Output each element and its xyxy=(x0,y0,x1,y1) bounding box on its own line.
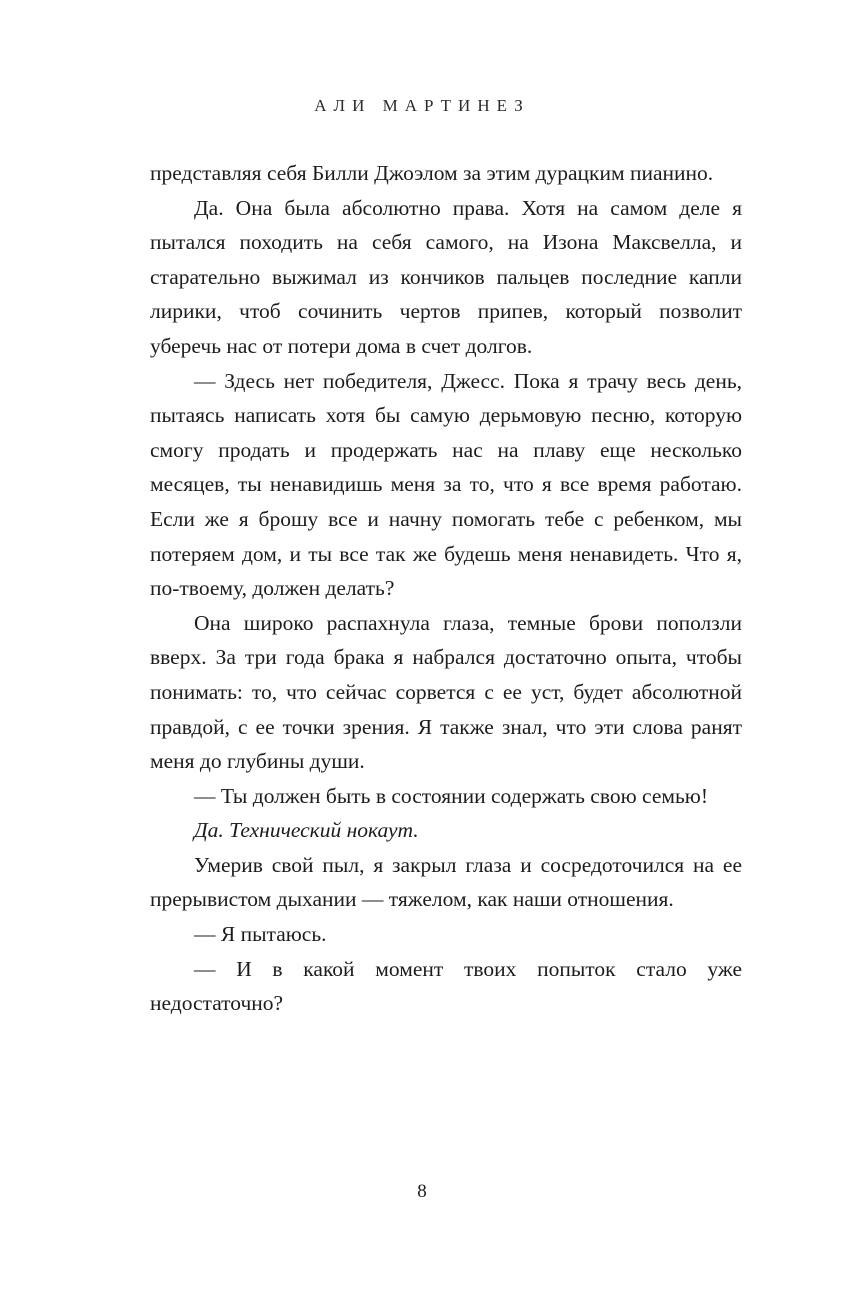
paragraph-dialogue: — И в какой момент твоих попыток стало уже недостаточно? xyxy=(150,956,742,1016)
paragraph: Она широко распахнула глаза, темные брови поползли вверх. За три года брака я набрался достаточно опыта, чтобы понимать: то, что сейчас сорвется с ее уст, будет абсолютной правдой, с ее точки зрения. Я также знал, что эти слова ранят меня до глубины души. xyxy=(150,610,742,774)
paragraph-continuation: представляя себя Билли Джоэлом за этим дурацким пианино. xyxy=(150,161,714,185)
page-number: 8 xyxy=(417,1181,427,1202)
page-body xyxy=(150,156,742,1021)
paragraph: Умерив свой пыл, я закрыл глаза и сосредоточился на ее прерывистом дыхании — тяжелом, как наши отношения. xyxy=(150,852,742,912)
paragraph-dialogue: — Ты должен быть в состоянии содержать свою семью! xyxy=(194,783,709,808)
paragraph-italic: Да. Технический нокаут. xyxy=(194,818,419,843)
running-header-author: АЛИ МАРТИНЕЗ xyxy=(314,96,530,115)
paragraph-dialogue: — Здесь нет победителя, Джесс. Пока я трачу весь день, пытаясь написать хотя бы самую дерьмовую песню, которую смогу продать и продержать нас на плаву еще несколько месяцев, ты ненавидишь меня за то, что я все время работаю. Если же я брошу все и начну помогать тебе с ребенком, мы потеряем дом, и ты все так же будешь меня ненавидеть. Что я, по-твоему, должен делать? xyxy=(150,368,742,601)
paragraph-dialogue: — Я пытаюсь. xyxy=(194,922,327,947)
paragraph: Да. Она была абсолютно права. Хотя на самом деле я пытался походить на себя самого, на Изона Максвелла, и старательно выжимал из кончиков пальцев последние капли лирики, чтоб сочинить чертов припев, который позволит уберечь нас от потери дома в счет долгов. xyxy=(150,195,742,358)
